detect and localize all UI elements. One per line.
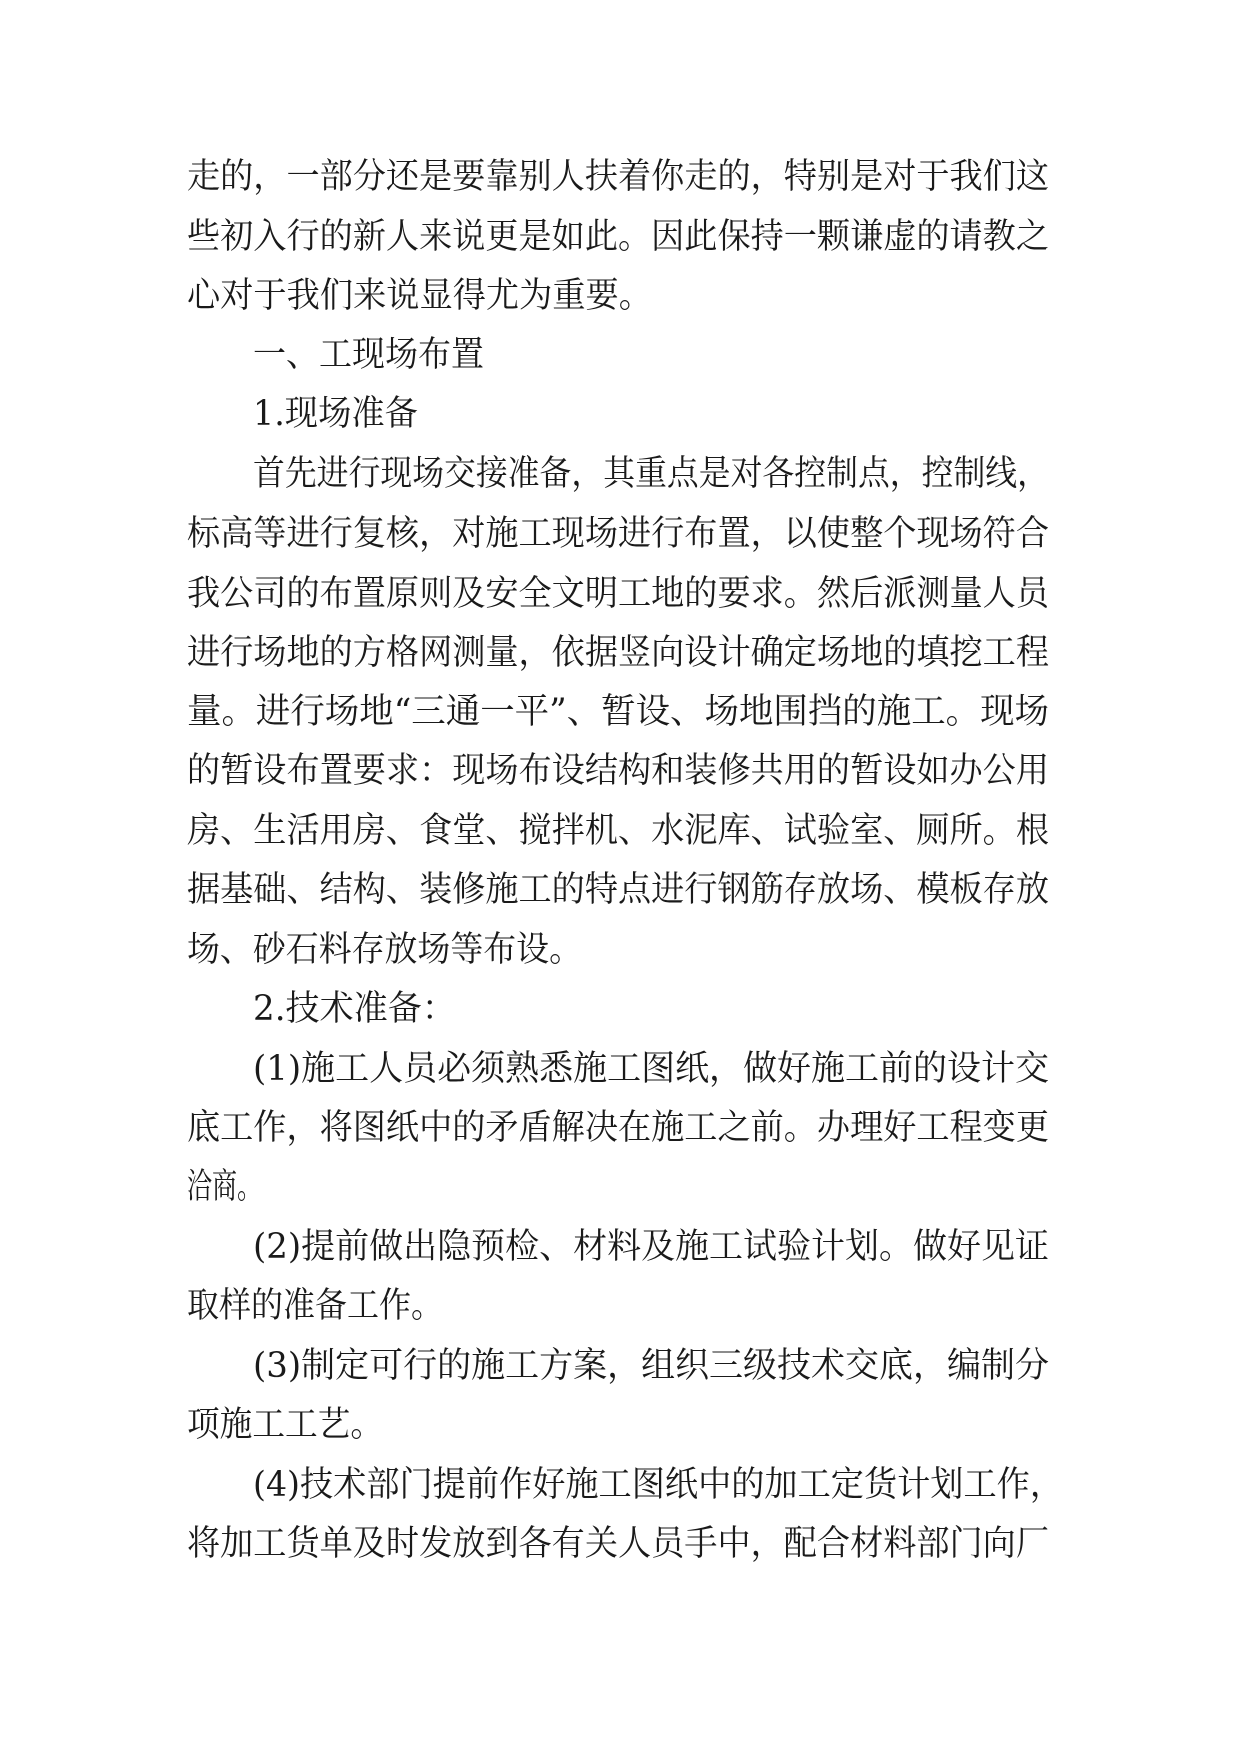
text-line-13: 据基础、结构、装修施工的特点进行钢筋存放场、模板存放 <box>187 870 1049 910</box>
text-line-2: 些初入行的新人来说更是如此。因此保持一颗谦虚的请教之 <box>187 217 1049 257</box>
text-line-3: 心对于我们来说显得尤为重要。 <box>187 276 652 316</box>
text-line-11: 的暂设布置要求：现场布设结构和装修共用的暂设如办公用 <box>187 751 1049 791</box>
subsection-heading-2: 2.技术准备： <box>253 989 456 1029</box>
text-line-18: 洽商。 <box>187 1167 262 1207</box>
text-line-6: 首先进行现场交接准备，其重点是对各控制点，控制线， <box>253 454 1049 494</box>
text-line-17: 底工作，将图纸中的矛盾解决在施工之前。办理好工程变更 <box>187 1108 1049 1148</box>
text-line-24: 将加工货单及时发放到各有关人员手中，配合材料部门向厂 <box>187 1524 1049 1564</box>
text-line-16: (1)施工人员必须熟悉施工图纸，做好施工前的设计交 <box>253 1049 1049 1089</box>
text-line-1: 走的，一部分还是要靠别人扶着你走的，特别是对于我们这 <box>187 157 1049 197</box>
subsection-heading-1: 1.现场准备 <box>253 394 418 434</box>
text-line-19: (2)提前做出隐预检、材料及施工试验计划。做好见证 <box>253 1227 1049 1267</box>
text-line-9: 进行场地的方格网测量，依据竖向设计确定场地的填挖工程 <box>187 633 1049 673</box>
text-line-21: (3)制定可行的施工方案，组织三级技术交底，编制分 <box>253 1346 1049 1386</box>
text-line-8: 我公司的布置原则及安全文明工地的要求。然后派测量人员 <box>187 574 1052 614</box>
text-line-12: 房、生活用房、食堂、搅拌机、水泥库、试验室、厕所。根 <box>187 811 1049 851</box>
text-line-10: 量。进行场地“三通一平”、暂设、场地围挡的施工。现场 <box>187 692 1049 732</box>
section-heading-1: 一、工现场布置 <box>253 335 484 375</box>
text-line-20: 取样的准备工作。 <box>187 1286 443 1326</box>
text-line-23: (4)技术部门提前作好施工图纸中的加工定货计划工作， <box>253 1465 1063 1505</box>
text-line-14: 场、砂石料存放场等布设。 <box>187 930 582 970</box>
text-line-22: 项施工工艺。 <box>187 1405 383 1445</box>
text-line-7: 标高等进行复核，对施工现场进行布置，以使整个现场符合 <box>187 514 1049 554</box>
